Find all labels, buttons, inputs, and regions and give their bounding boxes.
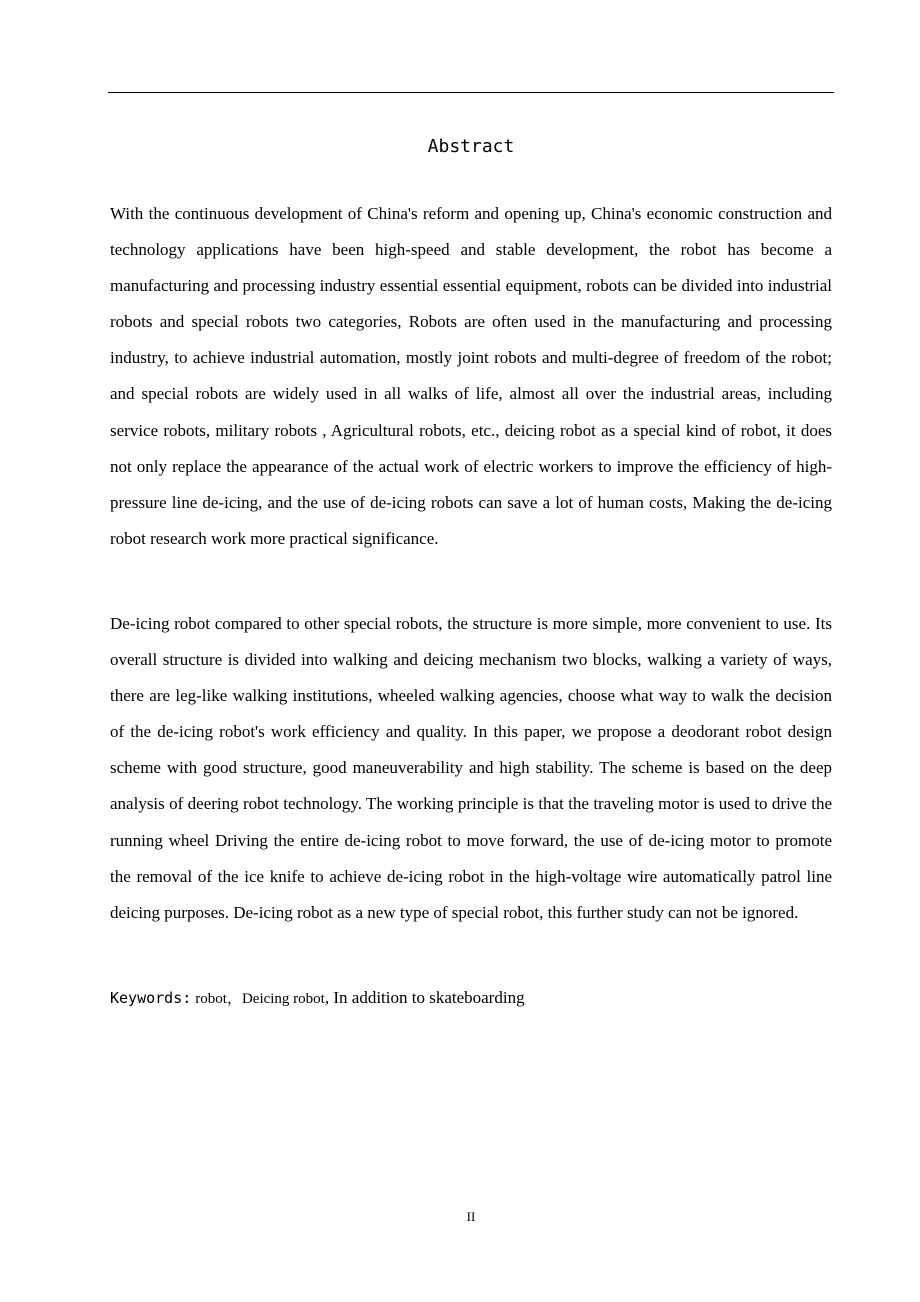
keyword-robot: robot， [195, 991, 242, 1007]
keyword-deicing-robot: Deicing robot [241, 991, 325, 1007]
abstract-paragraph-2: De-icing robot compared to other special robots, the structure is more simple, more convenient to use. Its overall structure is divided into walking and deicing mechanism two blocks, walking a variety of ways, there are leg-like walking institutions, wheeled walking agencies, choose what way to walk the decision of the de-icing robot's work efficiency and quality. In this paper, we propose a deodorant robot design scheme with good structure, good maneuverability and high stability. The scheme is based on the deep analysis of deering robot technology. The working principle is that the traveling motor is used to drive the running wheel Driving the entire de-icing robot to move forward, the use of de-icing motor to promote the removal of the ice knife to achieve de-icing robot in the high-voltage wire automatically patrol line deicing purposes. De-icing robot as a new type of special robot, this further study can not be ignored. [110, 614, 832, 922]
keywords-label: Keywords: [110, 989, 192, 1007]
header-rule [108, 92, 834, 93]
page-number: II [466, 1209, 476, 1224]
abstract-paragraph-1: With the continuous development of China's reform and opening up, China's economic construction and technology applications have been high-speed and stable development, the robot has become a manufacturing and processing industry essential essential equipment, robots can be divided into industrial robots and special robots two categories, Robots are often used in the manufacturing and processing industry, to achieve industrial automation, mostly joint robots and multi-degree of freedom of the robot; and special robots are widely used in all walks of life, almost all over the industrial areas, including service robots, military robots , Agricultural robots, etc., deicing robot as a special kind of robot, it does not only replace the appearance of the actual work of electric workers to improve the efficiency of high-pressure line de-icing, and the use of de-icing robots can save a lot of human costs, Making the de-icing robot research work more practical significance. [110, 204, 832, 548]
keywords-line [110, 986, 832, 1011]
keyword-skateboarding: , In addition to skateboarding [324, 988, 525, 1007]
page-title: Abstract [427, 136, 515, 157]
